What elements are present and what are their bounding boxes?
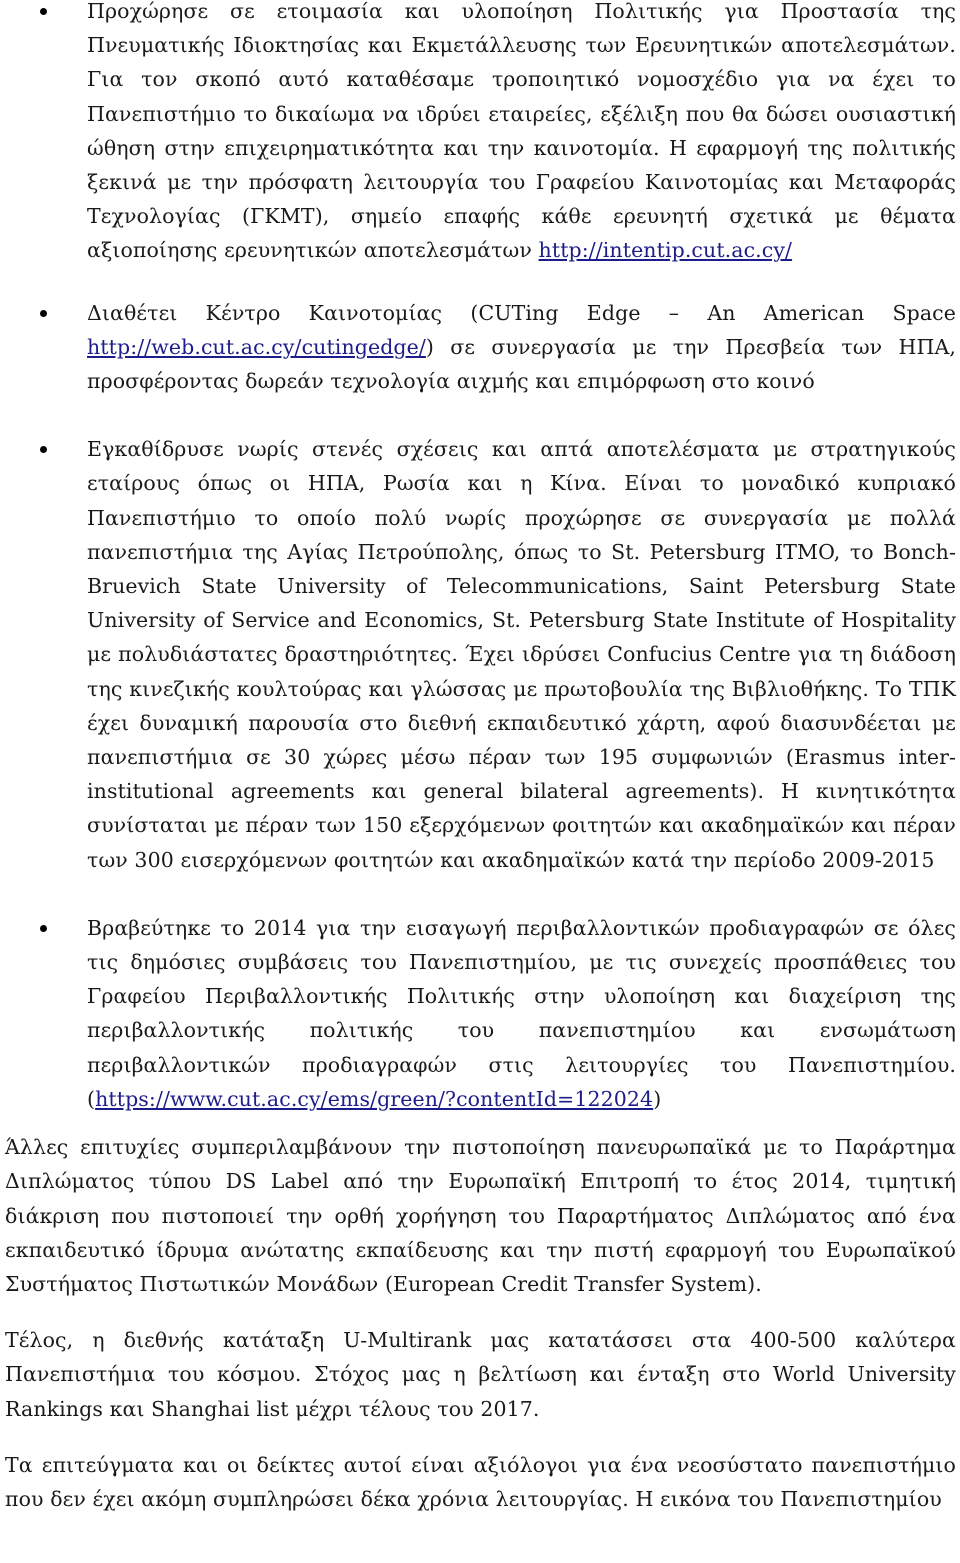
paragraph-achievements-summary: Τα επιτεύγματα και οι δείκτες αυτοί είναι αξιόλογοι για ένα νεοσύστατο πανεπιστήμιο που δεν έχει ακόμη συμπληρώσει δέκα χρόνια λειτουργίας. Η εικόνα του Πανεπιστημίου bbox=[5, 1452, 956, 1511]
list-item-ip-policy bbox=[0, 0, 956, 268]
list-item-strategic-partners bbox=[0, 432, 956, 877]
intentip-link[interactable]: http://intentip.cut.ac.cy/ bbox=[538, 238, 793, 263]
paragraph-ds-label: Άλλες επιτυχίες συμπεριλαμβάνουν την πιστοποίηση πανευρωπαϊκά με το Παράρτημα Διπλώματος τύπου DS Label από την Ευρωπαϊκή Επιτροπή το έτος 2014, τιμητική διάκριση που πιστοποιεί την ορθή χορήγηση του Παραρτήματος Διπλώματος από ένα εκπαιδευτικό ίδρυμα ανώτατης εκπαίδευσης και την πιστή εφαρμογή του Ευρωπαϊκού Συστήματος Πιστωτικών Μονάδων (European Credit Transfer System). bbox=[5, 1135, 956, 1296]
bullet-dot-icon bbox=[40, 925, 47, 932]
bullet-text-tail: ) σε συνεργασία με την Πρεσβεία των ΗΠΑ, προσφέροντας δωρεάν τεχνολογία αιχμής και επιμόρφωση στο κοινό bbox=[87, 334, 956, 394]
bullet-dot-icon bbox=[40, 8, 47, 15]
bullet-dot-icon bbox=[40, 310, 47, 317]
cutingedge-link[interactable]: http://web.cut.ac.cy/cutingedge/ bbox=[87, 334, 426, 359]
bullet-text: Διαθέτει Κέντρο Καινοτομίας (CUTing Edge – An American Space bbox=[87, 300, 956, 325]
paragraph-u-multirank: Τέλος, η διεθνής κατάταξη U-Multirank μας κατατάσσει στα 400-500 καλύτερα Πανεπιστήμια του κόσμου. Στόχος μας η βελτίωση και ένταξη στο World University Rankings και Shanghai list μέχρι τέλους του 2017. bbox=[5, 1328, 956, 1421]
bullet-text: Βραβεύτηκε το 2014 για την εισαγωγή περιβαλλοντικών προδιαγραφών σε όλες τις δημόσιες συμβάσεις του Πανεπιστημίου, με τις συνεχείς προσπάθειες του Γραφείου Περιβαλλοντικής Πολιτικής στην υλοποίηση και διαχείριση της περιβαλλοντικής πολιτικής του πανεπιστημίου και ενσωμάτωση περιβαλλοντικών προδιαγραφών στις λειτουργίες του Πανεπιστημίου. ( bbox=[87, 915, 956, 1111]
green-office-link[interactable]: https://www.cut.ac.cy/ems/green/?contentId=122024 bbox=[95, 1086, 654, 1111]
bullet-text-tail: ) bbox=[653, 1086, 662, 1111]
bullet-text: Προχώρησε σε ετοιμασία και υλοποίηση Πολιτικής για Προστασία της Πνευματικής Ιδιοκτησίας και Εκμετάλλευσης των Ερευνητικών αποτελεσμάτων. Για τον σκοπό αυτό καταθέσαμε τροποιητικό νομοσχέδιο για να έχει το Πανεπιστήμιο το δικαίωμα να ιδρύει εταιρείες, εξέλιξη που θα δώσει ουσιαστική ώθηση στην επιχειρηματικότητα και την καινοτομία. Η εφαρμογή της πολιτικής ξεκινά με την πρόσφατη λειτουργία του Γραφείου Καινοτομίας και Μεταφοράς Τεχνολογίας (ΓΚΜΤ), σημείο επαφής κάθε ερευνητή σχετικά με θέματα αξιοποίησης ερευνητικών αποτελεσμάτων bbox=[87, 0, 956, 263]
bullet-text: Εγκαθίδρυσε νωρίς στενές σχέσεις και απτά αποτελέσματα με στρατηγικούς εταίρους όπως οι ΗΠΑ, Ρωσία και η Κίνα. Είναι το μοναδικό κυπριακό Πανεπιστήμιο το οποίο πολύ νωρίς προχώρησε σε συνεργασία με πολλά πανεπιστήμια της Αγίας Πετρούπολης, όπως το St. Petersburg ITMO, το Bonch-Bruevich State University of Telecommunications, Saint Petersburg State University of Service and Economics, St. Petersburg State Institute of Hospitality με πολυδιάστατες δραστηριότητες. Έχει ιδρύσει Confucius Centre για τη διάδοση της κινεζικής κουλτούρας και γλώσσας με πρωτοβουλία της Βιβλιοθήκης. Το ΤΠΚ έχει δυναμική παρουσία στο διεθνή εκπαιδευτικό χάρτη, αφού διασυνδέεται με πανεπιστήμια σε 30 χώρες μέσω πέραν των 195 συμφωνιών (Erasmus inter-institutional agreements και general bilateral agreements). Η κινητικότητα συνίσταται με πέραν των 150 εξερχόμενων φοιτητών και ακαδημαϊκών και πέραν των 300 εισερχόμενων φοιτητών και ακαδημαϊκών κατά την περίοδο 2009-2015 bbox=[87, 437, 956, 872]
list-item-environmental-award bbox=[0, 911, 956, 1116]
list-item-innovation-center bbox=[0, 296, 956, 399]
bullet-dot-icon bbox=[40, 446, 47, 453]
